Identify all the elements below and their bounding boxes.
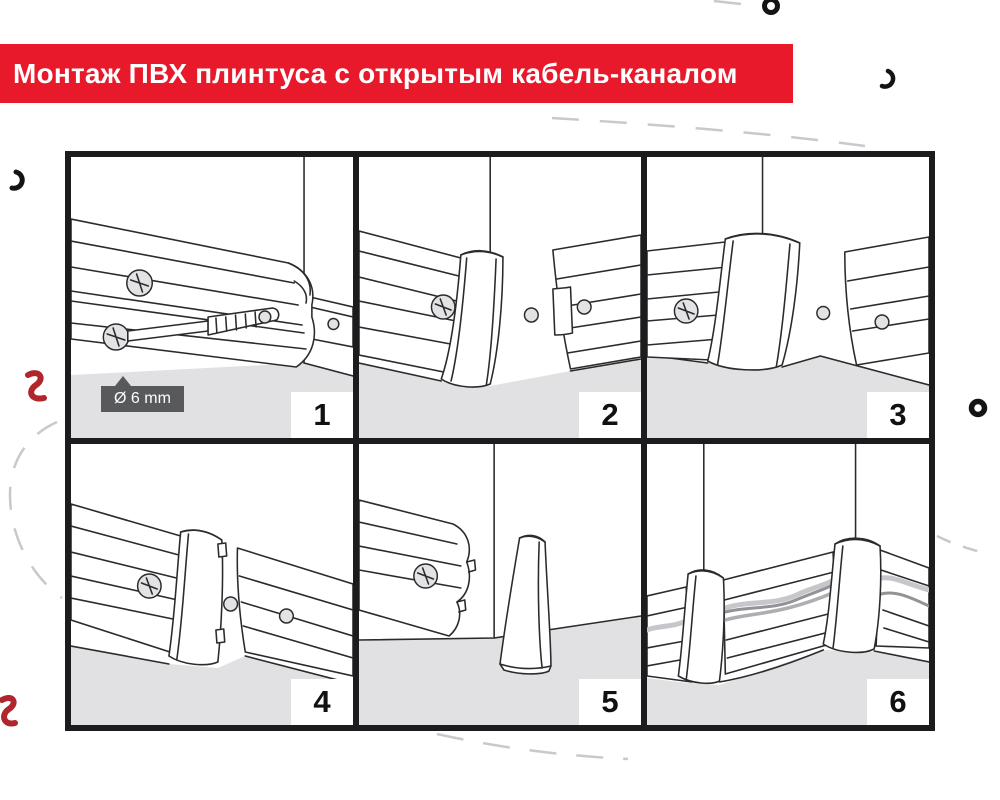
dashed-arc-bottom-right bbox=[937, 536, 989, 554]
dashed-arc-top bbox=[552, 118, 865, 146]
step-number-badge: 3 bbox=[867, 392, 929, 438]
steps-grid bbox=[65, 151, 935, 731]
step-number-badge: 6 bbox=[867, 679, 929, 725]
step-panel-6 bbox=[647, 444, 929, 725]
ink-comma-left-icon bbox=[12, 172, 22, 188]
step-panel-4 bbox=[71, 444, 353, 725]
step-number-badge: 2 bbox=[579, 392, 641, 438]
ink-dot-right-icon bbox=[972, 402, 985, 415]
red-squiggle-left-icon bbox=[28, 373, 44, 398]
dashed-arc-bottom bbox=[437, 734, 628, 759]
small-dash-top bbox=[714, 1, 741, 4]
diameter-label bbox=[101, 386, 184, 412]
ink-comma-right-icon bbox=[882, 71, 893, 87]
poster-title: Монтаж ПВХ плинтуса с открытым кабель-каналом bbox=[13, 57, 738, 89]
dashed-arc-left bbox=[10, 422, 62, 598]
red-squiggle-bottom-icon bbox=[2, 698, 15, 723]
step-number-badge: 4 bbox=[291, 679, 353, 725]
step-panel-5 bbox=[359, 444, 641, 725]
step-panel-2 bbox=[359, 157, 641, 438]
step-panel-3 bbox=[647, 157, 929, 438]
ink-dot-top-icon bbox=[765, 0, 778, 13]
step-panel-1 bbox=[71, 157, 353, 438]
step-number-badge: 1 bbox=[291, 392, 353, 438]
diameter-label-text: Ø 6 mm bbox=[114, 390, 171, 407]
step-number-badge: 5 bbox=[579, 679, 641, 725]
title-banner bbox=[0, 44, 793, 103]
